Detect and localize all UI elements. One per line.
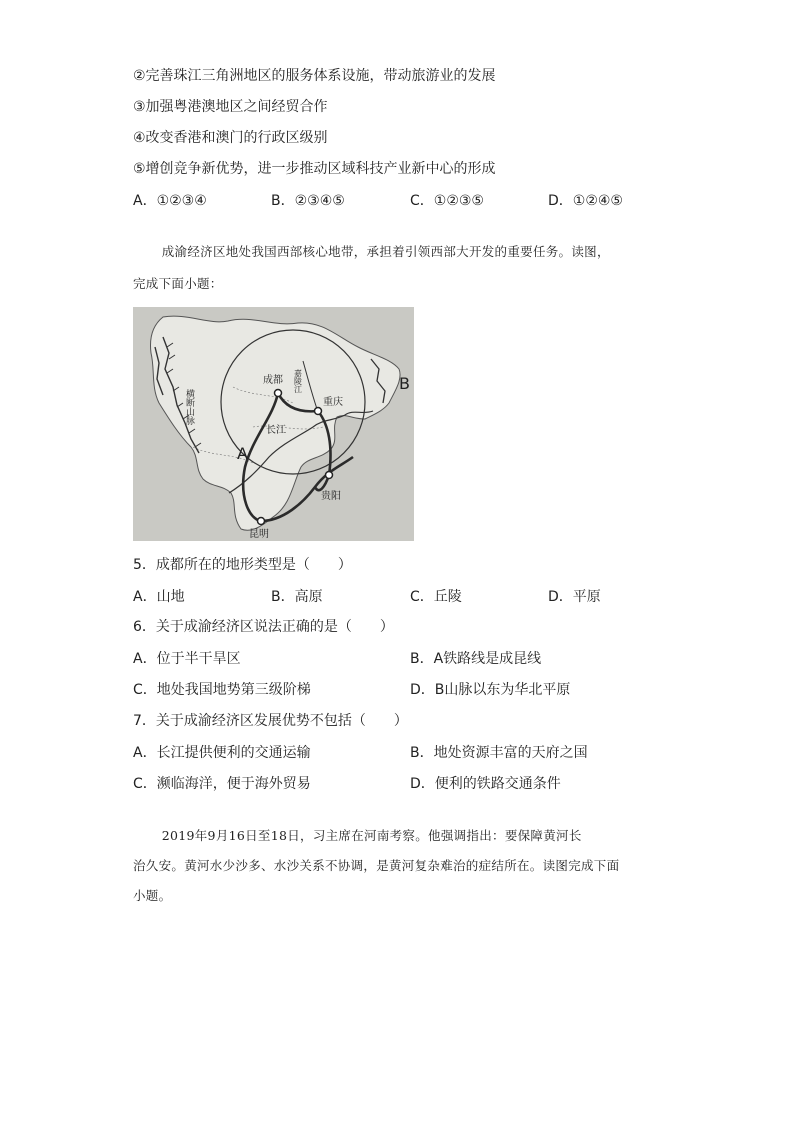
q5-option-a[interactable]: A．山地 — [133, 589, 185, 605]
chongqing-label: 重庆 — [323, 397, 343, 408]
q7-option-b[interactable]: B．地处资源丰富的天府之国 — [410, 745, 588, 761]
chengdu-label: 成都 — [263, 375, 283, 386]
prev-option-c[interactable]: C．①②③⑤ — [410, 193, 484, 209]
statement-2: ②完善珠江三角洲地区的服务体系设施，带动旅游业的发展 — [133, 68, 496, 84]
prev-option-b[interactable]: B．②③④⑤ — [271, 193, 345, 209]
chengdu-point — [275, 390, 282, 397]
label-a: A — [237, 444, 248, 463]
section2-intro-line2: 治久安。黄河水少沙多、水沙关系不协调，是黄河复杂难治的症结所在。读图完成下面 — [133, 858, 620, 873]
q7-option-d[interactable]: D．便利的铁路交通条件 — [410, 776, 561, 792]
section1-intro-line2: 完成下面小题： — [133, 276, 223, 291]
q6-option-b[interactable]: B．A铁路线是成昆线 — [410, 651, 542, 667]
q6-stem: 6．关于成渝经济区说法正确的是（ ） — [133, 619, 394, 635]
prev-option-d[interactable]: D．①②④⑤ — [548, 193, 623, 209]
q7-option-a[interactable]: A．长江提供便利的交通运输 — [133, 745, 311, 761]
changjiang-label: 长江 — [266, 425, 286, 436]
guiyang-point — [326, 472, 333, 479]
statement-5: ⑤增创竞争新优势，进一步推动区域科技产业新中心的形成 — [133, 161, 496, 177]
prev-option-a[interactable]: A．①②③④ — [133, 193, 207, 209]
statement-4: ④改变香港和澳门的行政区级别 — [133, 130, 328, 146]
chengyu-map — [133, 307, 414, 541]
kunming-point — [258, 518, 265, 525]
section1-intro — [133, 242, 673, 294]
q7-stem: 7．关于成渝经济区发展优势不包括（ ） — [133, 713, 408, 729]
jialingjiang-label: 嘉陵江 — [293, 369, 303, 393]
section1-intro-line1: 成渝经济区地处我国西部核心地带，承担着引领西部大开发的重要任务。读图， — [161, 244, 610, 259]
q7-option-c[interactable]: C．濒临海洋，便于海外贸易 — [133, 776, 311, 792]
q5-option-c[interactable]: C．丘陵 — [410, 589, 462, 605]
section2-intro — [133, 826, 673, 906]
guiyang-label: 贵阳 — [321, 491, 341, 502]
section2-intro-line3: 小题。 — [133, 888, 172, 903]
q5-option-d[interactable]: D．平原 — [548, 589, 601, 605]
q5-stem: 5．成都所在的地形类型是（ ） — [133, 557, 352, 573]
chongqing-point — [315, 408, 322, 415]
q6-option-c[interactable]: C．地处我国地势第三级阶梯 — [133, 682, 311, 698]
label-b: B — [399, 374, 410, 393]
statement-3: ③加强粤港澳地区之间经贸合作 — [133, 99, 328, 115]
q5-option-b[interactable]: B．高原 — [271, 589, 323, 605]
kunming-label: 昆明 — [249, 529, 269, 540]
section2-intro-line1: 2019年9月16日至18日，习主席在河南考察。他强调指出：要保障黄河长 — [161, 828, 582, 843]
q6-option-a[interactable]: A．位于半干旱区 — [133, 651, 241, 667]
q6-option-d[interactable]: D．B山脉以东为华北平原 — [410, 682, 571, 698]
hengduan-label: 横断山脉 — [184, 389, 194, 425]
